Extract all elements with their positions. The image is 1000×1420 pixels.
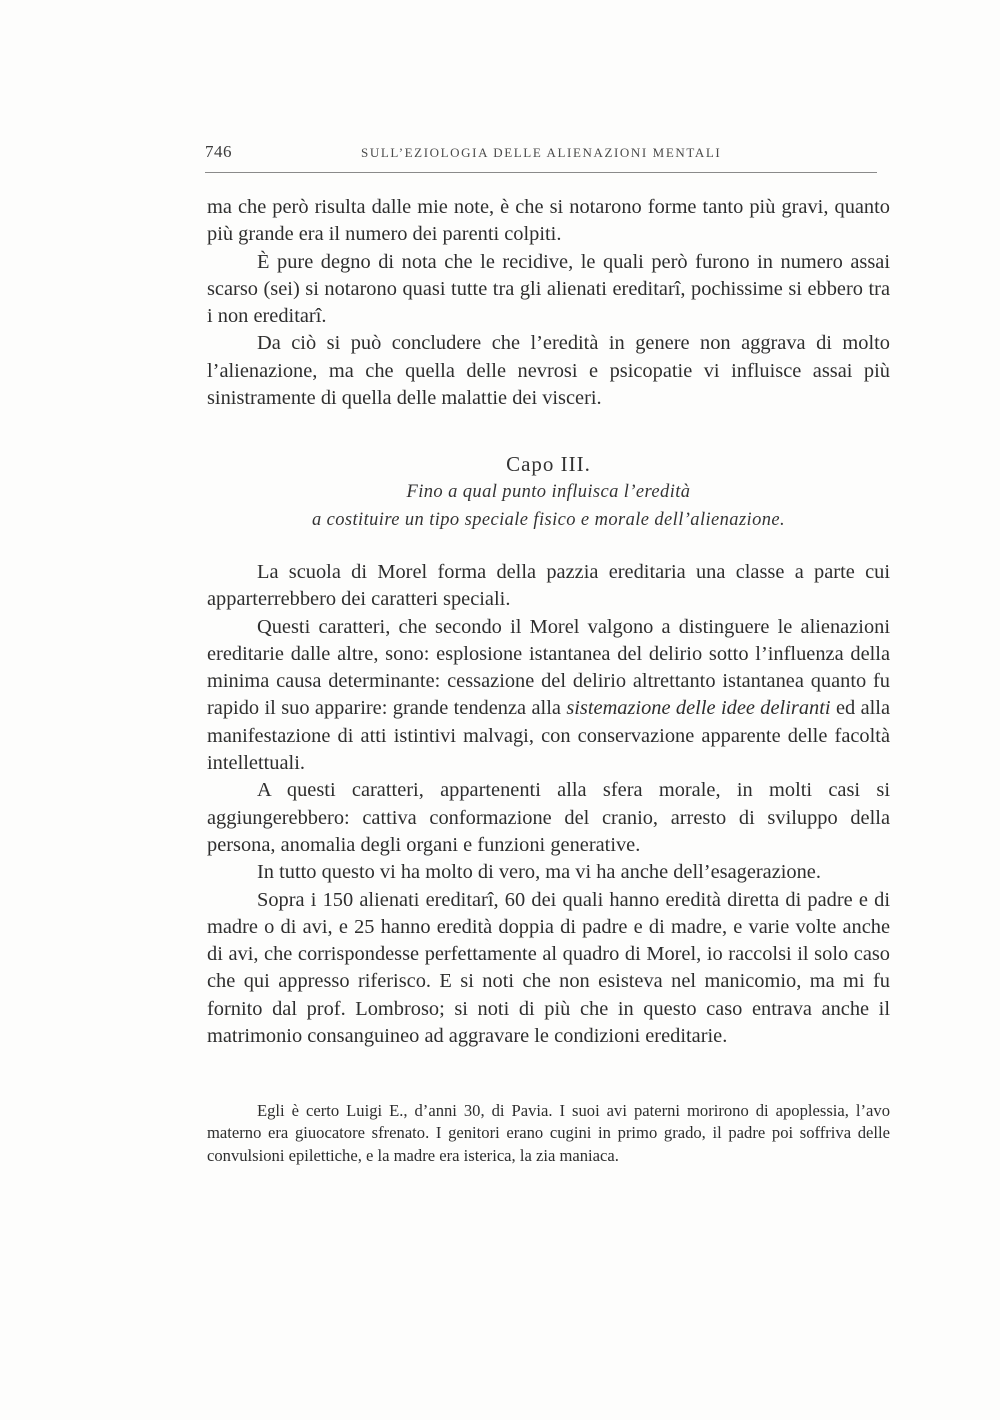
running-title: SULL’EZIOLOGIA DELLE ALIENAZIONI MENTALI bbox=[361, 145, 722, 160]
text-block-before-chapter bbox=[207, 194, 890, 412]
paragraph-case-study: Sopra i 150 alienati ereditarî, 60 dei quali hanno eredità diretta di padre e di madre o di avi, e 25 hanno eredità doppia di padre e di madre, e varie volte anche di avi, che corrispondesse perfettamente al quadro di Morel, io raccolsi il solo caso che qui appresso riferisco. E si noti che non esisteva nel manicomio, ma mi fu fornito dal prof. Lombroso; si noti di più che in questo caso entrava anche il matrimonio consanguineo ad aggravare le condizioni ereditarie. bbox=[207, 888, 890, 1048]
paragraph-physical-traits: A questi caratteri, appartenenti alla sfera morale, in molti casi si aggiungerebbero: cattiva conformazione del cranio, arresto di sviluppo della persona, anomalia degli organi e funzioni generative. bbox=[207, 779, 890, 856]
chapter-header bbox=[207, 450, 890, 534]
running-head bbox=[205, 142, 877, 173]
characters-text-end: ed alla manifestazione di atti istintivi malvagi, con conservazione apparente delle facoltà intellettuali. bbox=[207, 697, 891, 775]
case-report-text: Egli è certo Luigi E., d’anni 30, di Pavia. I suoi avi paterni morirono di apoplessia, l’avo materno era giuocatore sfrenato. I genitori erano cugini in primo grado, il padre poi soffriva delle convulsioni epilettiche, e la madre era isterica, la zia maniaca. bbox=[207, 1101, 890, 1165]
paragraph-recidive: È pure degno di nota che le recidive, le quali però furono in numero assai scarso (sei) si notarono quasi tutte tra gli alienati ereditarî, pochissime si ebbero tra i non ereditarî. bbox=[207, 250, 890, 328]
paragraph-continuation: ma che però risulta dalle mie note, è che si notarono forme tanto più gravi, quanto più grande era il numero dei parenti colpiti. bbox=[207, 196, 890, 246]
paragraph-characters bbox=[207, 614, 890, 778]
characters-italic-phrase: sistemazione delle idee deliranti bbox=[566, 697, 831, 720]
case-report bbox=[207, 1100, 890, 1167]
text-block-after-chapter bbox=[207, 559, 890, 1050]
chapter-subtitle-line2: a costituire un tipo speciale fisico e morale dell’alienazione. bbox=[311, 510, 786, 530]
characters-text-start: Questi caratteri, che secondo il Morel valgono a distinguere le alienazioni ereditarie dalle altre, sono: esplosione istantanea del delirio sotto l’influenza della minima causa determinante: cessazione del delirio altrettanto istantanea quanto fu rapido il suo apparire: grande tendenza alla bbox=[207, 615, 890, 720]
paragraph-exaggeration: In tutto questo vi ha molto di vero, ma vi ha anche dell’esagerazione. bbox=[257, 861, 821, 884]
chapter-heading: Capo III. bbox=[506, 452, 591, 476]
paragraph-morel-school: La scuola di Morel forma della pazzia ereditaria una classe a parte cui apparterrebbero dei caratteri speciali. bbox=[207, 561, 890, 611]
chapter-subtitle bbox=[207, 478, 890, 534]
paragraph-conclusion: Da ciò si può concludere che l’eredità in genere non aggrava di molto l’alienazione, ma che quella delle nevrosi e psicopatie vi influisce assai più sinistramente di quella delle malattie dei visceri. bbox=[207, 332, 890, 410]
page-number: 746 bbox=[205, 142, 232, 161]
chapter-subtitle-line1: Fino a qual punto influisca l’eredità bbox=[406, 482, 691, 502]
